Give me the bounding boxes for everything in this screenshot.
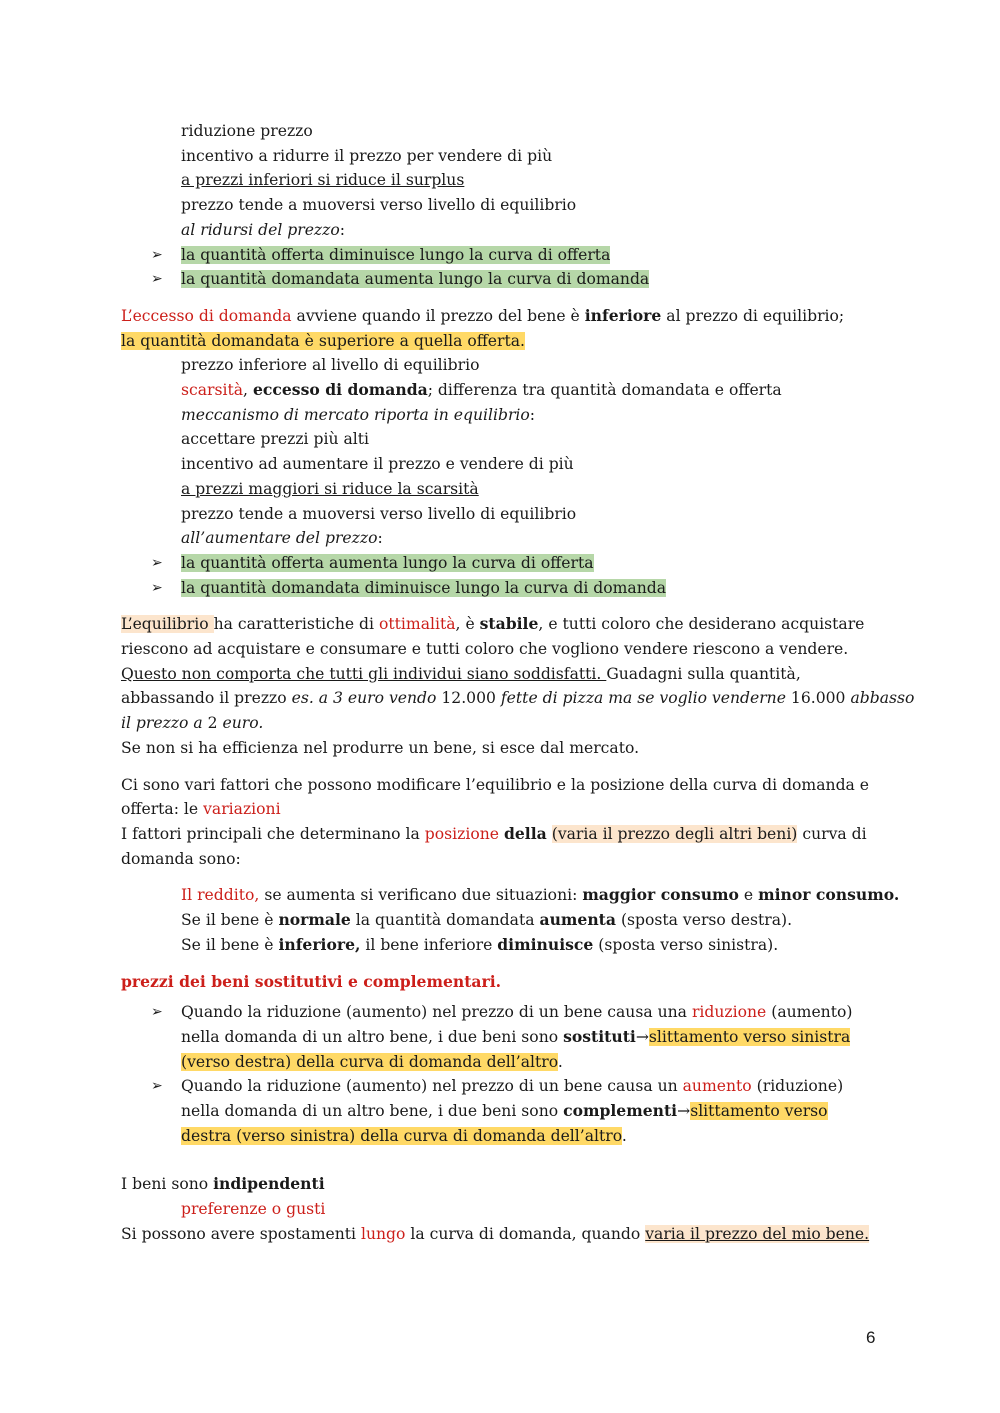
paragraph-line: I beni sono indipendenti [121,1174,325,1194]
paragraph-line: offerta: le variazioni [121,800,281,819]
text-line: Il reddito, se aumenta si verificano due situazioni: maggior consumo e minor consumo. [181,885,900,905]
text-line [121,477,881,502]
arrow-bullet-icon: ➢ [151,271,163,288]
highlight-green: la quantità offerta aumenta lungo la curva di offerta [181,553,594,572]
text-line: preferenze o gusti [181,1200,326,1219]
document-page [121,119,915,1247]
highlight-peach: (varia il prezzo degli altri beni) [551,824,798,843]
highlight-green: la quantità domandata diminuisce lungo la curva di domanda [181,578,667,597]
text-line: incentivo a ridurre il prezzo per vendere di più [181,146,553,165]
arrow-bullet-icon: ➢ [151,1078,163,1095]
text-line: al ridursi del prezzo: [181,220,346,239]
arrow-bullet-icon: ➢ [151,579,163,596]
text-line: accettare prezzi più alti [181,430,370,449]
paragraph-line: Ci sono vari fattori che possono modificare l’equilibrio e la posizione della curva di domanda e [121,775,870,794]
paragraph-line: L’equilibrio ha caratteristiche di ottimalità, è stabile, e tutti coloro che desiderano acquistare [121,614,865,634]
bullet-item: ➢ Quando la riduzione (aumento) nel prezzo di un bene causa un aumento (riduzione) nella domanda di un altro bene, i due beni sono complementi→slittamento verso destra (verso sinistra) della curva di domanda dell’altro. [121,1074,881,1148]
highlight-yellow: slittamento verso sinistra (verso destra) della curva di domanda dell’altro [181,1027,851,1071]
text-line [121,168,881,193]
text-line: prezzo tende a muoversi verso livello di equilibrio [181,504,577,523]
text-line: all’aumentare del prezzo: [181,529,383,548]
text-line: scarsità, eccesso di domanda; differenza tra quantità domandata e offerta [181,380,782,400]
highlight-yellow: slittamento verso destra (verso sinistra) della curva di domanda dell’altro [181,1102,828,1145]
underlined-text: Questo non comporta che tutti gli individui siano soddisfatti. [121,664,607,683]
text-line: prezzo tende a muoversi verso livello di equilibrio [181,196,577,215]
paragraph-line: Si possono avere spostamenti lungo la curva di domanda, quando varia il prezzo del mio bene. [121,1224,870,1243]
text-line: meccanismo di mercato riporta in equilibrio: [181,405,536,424]
paragraph-line: abbassando il prezzo es. a 3 euro vendo 12.000 fette di pizza ma se voglio venderne 16.000 abbasso [121,689,915,708]
text-line: Se il bene è inferiore, il bene inferiore diminuisce (sposta verso sinistra). [181,934,779,954]
highlight-yellow: la quantità domandata è superiore a quella offerta. [121,331,525,350]
paragraph-line: Se non si ha efficienza nel produrre un bene, si esce dal mercato. [121,738,640,757]
paragraph-line [121,329,881,354]
underlined-text: a prezzi inferiori si riduce il surplus [181,171,465,190]
text-line: prezzo inferiore al livello di equilibrio [181,356,480,375]
arrow-bullet-icon: ➢ [151,554,163,571]
highlight-peach: L’equilibrio [121,615,214,634]
paragraph-line: I fattori principali che determinano la posizione della (varia il prezzo degli altri beni) curva di [121,823,867,843]
page-number: 6 [866,1328,876,1347]
bullet-item [121,576,881,601]
bullet-item [121,267,881,292]
paragraph-line: il prezzo a 2 euro. [121,714,264,733]
underlined-text: a prezzi maggiori si riduce la scarsità [181,479,479,498]
paragraph-line: Questo non comporta che tutti gli individui siano soddisfatti. Guadagni sulla quantità, [121,664,801,683]
text-line: incentivo ad aumentare il prezzo e vendere di più [181,455,574,474]
highlight-green: la quantità domandata aumenta lungo la curva di domanda [181,270,650,289]
arrow-bullet-icon: ➢ [151,1004,163,1021]
arrow-bullet-icon: ➢ [151,246,163,263]
text-line: riduzione prezzo [181,122,313,140]
highlight-peach: varia il prezzo del mio bene. [645,1224,870,1243]
paragraph-line: domanda sono: [121,849,241,868]
paragraph-line: riescono ad acquistare e consumare e tutti coloro che vogliono vendere riescono a vendere. [121,640,849,659]
bullet-item: ➢ Quando la riduzione (aumento) nel prezzo di un bene causa una riduzione (aumento) nella domanda di un altro bene, i due beni sono sostituti→slittamento verso sinistra (verso destra) della curva di domanda dell’altro. [121,1000,881,1074]
bullet-item [121,551,881,576]
text-line: Se il bene è normale la quantità domandata aumenta (sposta verso destra). [181,910,793,930]
section-heading: prezzi dei beni sostitutivi e complementari. [121,971,502,991]
paragraph-line: L’eccesso di domanda avviene quando il prezzo del bene è inferiore al prezzo di equilibrio; [121,305,845,325]
bullet-item [121,243,881,268]
highlight-green: la quantità offerta diminuisce lungo la curva di offerta [181,245,611,264]
